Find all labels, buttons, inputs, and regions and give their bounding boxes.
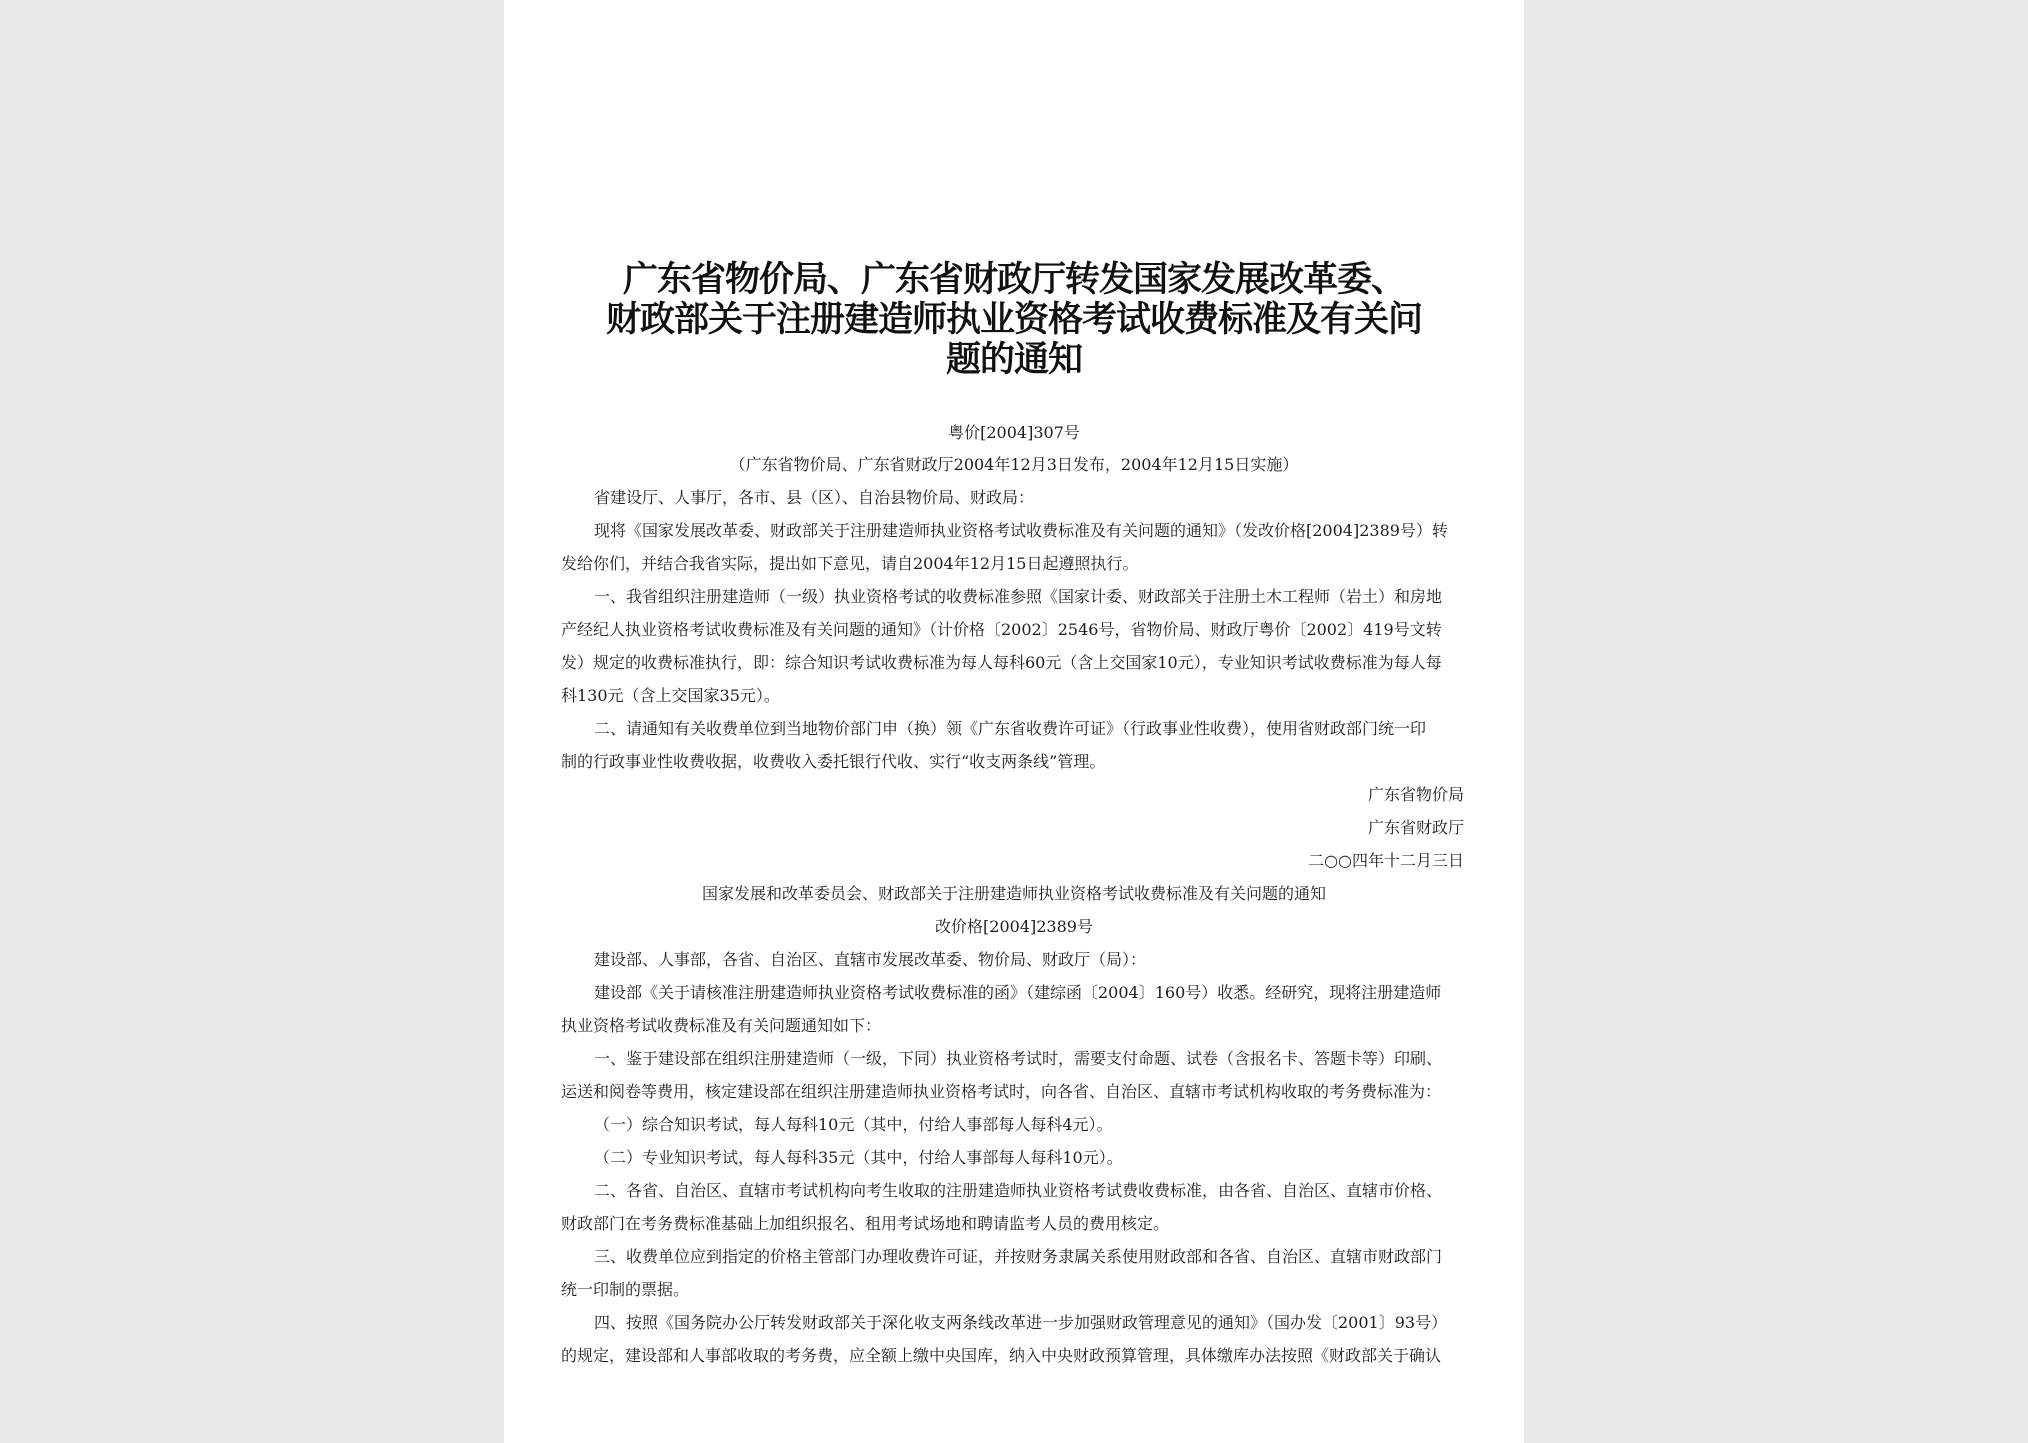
document-page xyxy=(504,0,1524,1443)
attachment-p4-line-2: 的规定，建设部和人事部收取的考务费，应全额上缴中央国库，纳入中央财政预算管理，具体缴库办法按照《财政部关于确认 xyxy=(561,1346,1442,1365)
item1-line-4: 科130元（含上交国家35元）。 xyxy=(561,686,780,705)
attachment-p2-line-2: 财政部门在考务费标准基础上加组织报名、租用考试场地和聘请监考人员的费用核定。 xyxy=(561,1214,1170,1233)
attachment-intro-line-1: 建设部《关于请核准注册建造师执业资格考试收费标准的函》（建综函〔2004〕160号）收悉。经研究，现将注册建造师 xyxy=(594,983,1442,1002)
document-title-line-1: 广东省物价局、广东省财政厅转发国家发展改革委、 xyxy=(622,259,1405,300)
attachment-number: 改价格[2004]2389号 xyxy=(935,917,1093,936)
recipients-line: 省建设厅、人事厅，各市、县（区）、自治县物价局、财政局： xyxy=(594,488,1035,507)
attachment-p3-line-2: 统一印制的票据。 xyxy=(561,1280,690,1299)
attachment-intro-line-2: 执业资格考试收费标准及有关问题通知如下： xyxy=(561,1016,882,1035)
attachment-p1a: （一）综合知识考试，每人每科10元（其中，付给人事部每人每科4元）。 xyxy=(594,1115,1113,1134)
document-title-line-2: 财政部关于注册建造师执业资格考试收费标准及有关问 xyxy=(605,299,1422,340)
item1-line-3: 发）规定的收费标准执行，即：综合知识考试收费标准为每人每科60元（含上交国家10元），专业知识考试收费标准为每人每 xyxy=(561,653,1442,672)
item1-line-2: 产经纪人执业资格考试收费标准及有关问题的通知》（计价格〔2002〕2546号，省物价局、财政厅粤价〔2002〕419号文转 xyxy=(561,620,1442,639)
publish-info: （广东省物价局、广东省财政厅2004年12月3日发布，2004年12月15日实施） xyxy=(729,455,1299,474)
attachment-p1b: （二）专业知识考试，每人每科35元（其中，付给人事部每人每科10元）。 xyxy=(594,1148,1123,1167)
attachment-p2-line-1: 二、各省、自治区、直辖市考试机构向考生收取的注册建造师执业资格考试费收费标准，由各省、自治区、直辖市价格、 xyxy=(594,1181,1443,1200)
intro-line-2: 发给你们，并结合我省实际，提出如下意见，请自2004年12月15日起遵照执行。 xyxy=(561,554,1139,573)
signature-date: 二○○四年十二月三日 xyxy=(1308,851,1464,870)
intro-line-1: 现将《国家发展改革委、财政部关于注册建造师执业资格考试收费标准及有关问题的通知》（发改价格[2004]2389号）转 xyxy=(594,521,1448,540)
attachment-p3-line-1: 三、收费单位应到指定的价格主管部门办理收费许可证，并按财务隶属关系使用财政部和各省、自治区、直辖市财政部门 xyxy=(594,1247,1443,1266)
signature-org-2: 广东省财政厅 xyxy=(1367,818,1464,837)
signature-org-1: 广东省物价局 xyxy=(1367,785,1464,804)
attachment-title: 国家发展和改革委员会、财政部关于注册建造师执业资格考试收费标准及有关问题的通知 xyxy=(701,884,1326,903)
attachment-p1-line-2: 运送和阅卷等费用，核定建设部在组织注册建造师执业资格考试时，向各省、自治区、直辖市考试机构收取的考务费标准为： xyxy=(561,1082,1442,1101)
item2-line-2: 制的行政事业性收费收据，收费收入委托银行代收、实行“收支两条线”管理。 xyxy=(561,752,1106,771)
attachment-p4-line-1: 四、按照《国务院办公厅转发财政部关于深化收支两条线改革进一步加强财政管理意见的通知》（国办发〔2001〕93号） xyxy=(594,1313,1448,1332)
document-title-line-3: 题的通知 xyxy=(945,339,1082,380)
document-number: 粤价[2004]307号 xyxy=(948,423,1080,442)
item1-line-1: 一、我省组织注册建造师（一级）执业资格考试的收费标准参照《国家计委、财政部关于注册土木工程师（岩土）和房地 xyxy=(594,587,1443,606)
item2-line-1: 二、请通知有关收费单位到当地物价部门申（换）领《广东省收费许可证》（行政事业性收费），使用省财政部门统一印 xyxy=(594,719,1427,738)
attachment-recipients: 建设部、人事部，各省、自治区、直辖市发展改革委、物价局、财政厅（局）： xyxy=(594,950,1147,969)
attachment-p1-line-1: 一、鉴于建设部在组织注册建造师（一级，下同）执业资格考试时，需要支付命题、试卷（含报名卡、答题卡等）印刷、 xyxy=(594,1049,1443,1068)
